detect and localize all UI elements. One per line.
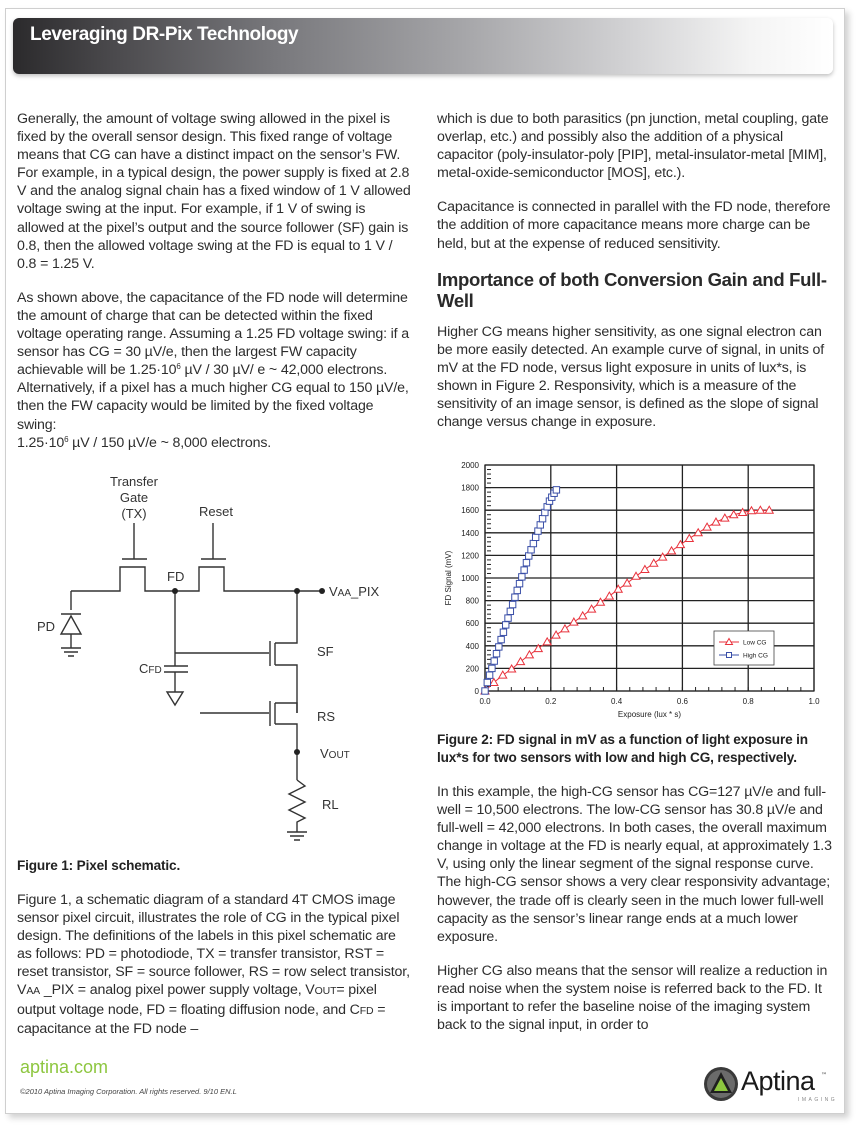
- aptina-logo: [703, 1064, 838, 1106]
- right-column-lower: [437, 731, 833, 1050]
- paragraph-example-sensors: In this example, the high-CG sensor has CG=127 µV/e and full-well = 10,500 electrons. The low-CG sensor has 30.8 µV/e and full-well = 42,000 electrons. In both cases, the overall maximum change in voltage at the FD is nearly equal, at approximately 1.3 V, using only the linear segment of the signal response curve. The high-CG sensor shows a very clear responsivity advantage; however, the trade off is clearly seen in the much lower full-well capacity as the sensor’s linear range ends at a much lower exposure.: [437, 784, 832, 945]
- label-vaa-pix: VAA_PIX: [329, 584, 380, 599]
- left-column-lower: [17, 857, 412, 1054]
- data-point: [482, 688, 488, 694]
- data-point: [486, 672, 492, 678]
- y-tick-label: 0: [474, 687, 479, 696]
- aptina-logo-text: Aptina: [741, 1066, 815, 1096]
- vaa-node-dot: [294, 588, 300, 594]
- paragraph-higher-cg: Higher CG means higher sensitivity, as one signal electron can be more easily detected. An example curve of signal, in units of mV at the FD node, versus light exposure in units of lux*s, is shown in Figure 2. Responsivity, which is a measure of the sensitivity of an image sensor, is defined as the slope of signal change versus change in exposure.: [437, 323, 825, 431]
- data-point: [532, 534, 538, 540]
- vaa-terminal-dot: [319, 588, 325, 594]
- data-point: [512, 594, 518, 600]
- data-point: [496, 644, 502, 650]
- section-heading: Importance of both Conversion Gain and Full-Well: [437, 268, 827, 311]
- fd-signal-chart: [437, 455, 837, 725]
- pixel-schematic-figure: [17, 460, 417, 850]
- y-tick-label: 2000: [461, 461, 479, 470]
- legend-label: High CG: [743, 652, 768, 660]
- data-point: [530, 540, 536, 546]
- data-point: [491, 658, 497, 664]
- data-point: [528, 547, 534, 553]
- y-tick-label: 1200: [461, 551, 479, 561]
- data-point: [553, 487, 559, 493]
- y-axis-label: FD Signal (mV): [444, 550, 453, 606]
- y-tick-label: 600: [465, 619, 479, 629]
- x-axis-label: Exposure (lux * s): [617, 710, 682, 719]
- vout-node-dot: [294, 749, 300, 755]
- data-point: [509, 601, 515, 607]
- data-point: [519, 574, 525, 580]
- y-tick-label: 1400: [461, 528, 479, 538]
- y-tick-label: 1000: [461, 574, 479, 583]
- data-point: [493, 651, 499, 657]
- page-title: Leveraging DR-Pix Technology: [30, 24, 299, 45]
- label-gate: Gate: [119, 490, 149, 505]
- data-point: [516, 580, 522, 586]
- aptina-logo-icon: [703, 1066, 739, 1102]
- x-tick-label: 0.6: [676, 697, 688, 706]
- data-point: [500, 629, 506, 635]
- paragraph-schematic-definitions: Figure 1, a schematic diagram of a standard 4T CMOS image sensor pixel circuit, illustrates the role of CG in the typical pixel design. The definitions of the labels in this pixel schematic are as follows: PD = photodiode, TX = transfer transistor, RST = reset transistor, SF = source follower, RS = row select transistor, VAA _PIX = analog pixel power supply voltage, VOUT= pixel output voltage node, FD = floating diffusion node, and CFD = capacitance at the FD node –: [17, 892, 410, 1037]
- trademark: ™: [821, 1072, 827, 1079]
- label-pd: PD: [37, 619, 56, 634]
- left-column: [17, 110, 412, 468]
- data-point: [521, 567, 527, 573]
- figure2-caption: Figure 2: FD signal in mV as a function of light exposure in lux*s for two sensors with low and high CG, respectively.: [437, 732, 808, 765]
- legend-label: Low CG: [743, 639, 767, 647]
- figure1-caption: Figure 1: Pixel schematic.: [17, 858, 181, 873]
- data-point: [537, 522, 543, 528]
- paragraph-fd-capacitance: As shown above, the capacitance of the FD node will determine the amount of charge that can be detected within the fixed voltage operating range. Assuming a 1.25 FD voltage swing: if a sensor has CG = 30 µV/e, then the largest FW capacity achievable will be $1.25\cdot 10^6$ µV / 30 µV/ e ~ 42,000 electrons. Alternatively, if a pixel has a much higher CG equal to 150 µV/e, then the FW capacity would be limited by the fixed voltage swing: $1.25\cdot 10^6$ µV / 150 µV/e ~ 8,000 electrons.: [17, 289, 409, 451]
- paragraph-read-noise: Higher CG also means that the sensor will realize a reduction in read noise when the system noise is referred back to the FD. It is important to refer the baseline noise of the imaging system back to the signal input, in order to: [437, 962, 828, 1034]
- label-vout: VOUT: [320, 746, 350, 761]
- data-point: [498, 636, 504, 642]
- data-point: [526, 553, 532, 559]
- website-link[interactable]: aptina.com: [20, 1057, 109, 1077]
- header-banner: [13, 18, 833, 74]
- data-point: [507, 608, 513, 614]
- x-tick-label: 0.0: [479, 697, 491, 706]
- label-rl: RL: [322, 797, 339, 812]
- data-point: [503, 622, 509, 628]
- label-reset: Reset: [199, 504, 233, 519]
- aptina-logo-subtitle: IMAGING: [798, 1097, 838, 1103]
- label-sf: SF: [317, 644, 334, 659]
- data-point: [505, 615, 511, 621]
- label-fd: FD: [167, 569, 185, 584]
- data-point: [539, 515, 545, 521]
- paragraph-voltage-swing: Generally, the amount of voltage swing allowed in the pixel is fixed by the overall sensor design. This fixed range of voltage means that CG can have a distinct impact on the sensor’s FW. For example, in a typical design, the power supply is fixed at 2.8 V and the analog signal chain has a fixed window of 1 V allowed voltage swing at the input. For example, if 1 V of swing is allowed at the pixel’s output and the source follower (SF) gain is 0.8, then the allowed voltage swing at the FD is equal to 1 V / 0.8 = 1.25 V.: [17, 111, 411, 272]
- label-tx: (TX): [121, 506, 147, 521]
- label-rs: RS: [317, 709, 336, 724]
- data-point: [489, 665, 495, 671]
- label-transfer: Transfer: [110, 474, 158, 489]
- x-tick-label: 0.4: [611, 697, 623, 706]
- data-point: [484, 679, 490, 685]
- label-cfd: CFD: [139, 661, 162, 676]
- paragraph-capacitance-parallel: Capacitance is connected in parallel with the FD node, therefore the addition of more capacitance means more charge can be held, but at the expense of reduced sensitivity.: [437, 199, 831, 252]
- x-tick-label: 0.8: [742, 697, 754, 706]
- y-tick-label: 1600: [461, 506, 479, 516]
- copyright-text: ©2010 Aptina Imaging Corporation. All rights reserved. 9/10 EN.L: [20, 1087, 237, 1096]
- y-tick-label: 1800: [461, 483, 479, 493]
- fd-node-dot: [172, 588, 178, 594]
- x-tick-label: 1.0: [808, 697, 820, 706]
- y-tick-label: 200: [465, 664, 479, 674]
- data-point: [514, 587, 520, 593]
- data-point: [535, 528, 541, 534]
- y-tick-label: 400: [465, 641, 479, 651]
- y-tick-label: 800: [465, 596, 479, 606]
- chart-legend: [714, 631, 774, 665]
- data-point: [523, 560, 529, 566]
- right-column: [437, 110, 833, 447]
- paragraph-parasitics: which is due to both parasitics (pn junction, metal coupling, gate overlap, etc.) and possibly also the addition of a physical capacitor (poly-insulator-poly [PIP], metal-insulator-metal [MIM], metal-oxide-semiconductor [MOS], etc.).: [437, 111, 829, 182]
- x-tick-label: 0.2: [545, 697, 557, 706]
